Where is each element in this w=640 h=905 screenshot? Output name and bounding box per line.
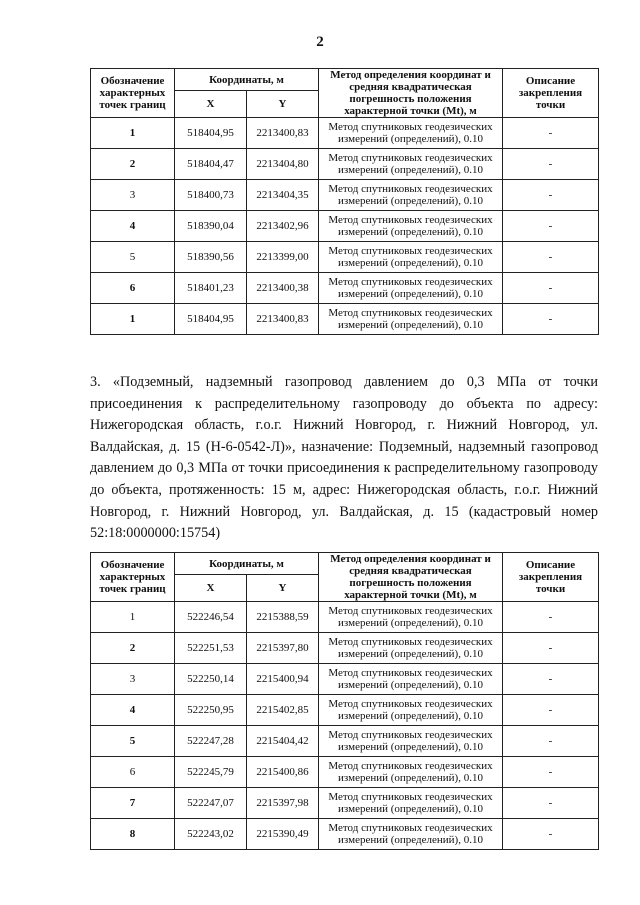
x-coordinate-cell: 518390,04 bbox=[175, 211, 247, 242]
point-number-cell: 5 bbox=[91, 726, 175, 757]
object-description-paragraph: 3. «Подземный, надземный газопровод давлением до 0,3 МПа от точки присоединения к распределительному газопроводу до объекта по адресу: Нижегородская область, г.о.г. Нижний Новгород, г. Нижний Новгород, ул. Валдайская, д. 15 (Н-6-0542-Л)», назначение: Подземный, надземный газопровод давлением до 0,3 МПа от точки присоединения к распределительному газопроводу до объекта, протяженность: 15 м, адрес: Нижегородская область, г.о.г. Нижний Новгород, г. Нижний Новгород, ул. Валдайская, д. 15 (кадастровый номер 52:18:0000000:15754) bbox=[90, 374, 598, 542]
table-row bbox=[91, 819, 599, 850]
fixing-description-cell: - bbox=[503, 664, 599, 695]
method-cell: Метод спутниковых геодезических измерений (определений), 0.10 bbox=[319, 273, 503, 304]
header-description: Описание закрепления точки bbox=[503, 553, 599, 602]
method-cell: Метод спутниковых геодезических измерений (определений), 0.10 bbox=[319, 118, 503, 149]
y-coordinate-cell: 2213404,35 bbox=[247, 180, 319, 211]
point-number-cell: 3 bbox=[91, 180, 175, 211]
method-cell: Метод спутниковых геодезических измерений (определений), 0.10 bbox=[319, 664, 503, 695]
fixing-description-cell: - bbox=[503, 788, 599, 819]
table-row bbox=[91, 149, 599, 180]
header-coordinates: Координаты, м bbox=[175, 553, 319, 575]
y-coordinate-cell: 2215388,59 bbox=[247, 602, 319, 633]
fixing-description-cell: - bbox=[503, 242, 599, 273]
point-number-cell: 3 bbox=[91, 664, 175, 695]
fixing-description-cell: - bbox=[503, 180, 599, 211]
table-row bbox=[91, 695, 599, 726]
fixing-description-cell: - bbox=[503, 633, 599, 664]
method-cell: Метод спутниковых геодезических измерений (определений), 0.10 bbox=[319, 180, 503, 211]
method-cell: Метод спутниковых геодезических измерений (определений), 0.10 bbox=[319, 695, 503, 726]
table-row bbox=[91, 788, 599, 819]
y-coordinate-cell: 2213399,00 bbox=[247, 242, 319, 273]
y-coordinate-cell: 2213400,83 bbox=[247, 304, 319, 335]
point-number-cell: 1 bbox=[91, 304, 175, 335]
coordinates-table-1 bbox=[90, 68, 599, 335]
header-designation: Обозначение характерных точек границ bbox=[91, 553, 175, 602]
x-coordinate-cell: 522250,14 bbox=[175, 664, 247, 695]
point-number-cell: 5 bbox=[91, 242, 175, 273]
y-coordinate-cell: 2215390,49 bbox=[247, 819, 319, 850]
fixing-description-cell: - bbox=[503, 304, 599, 335]
header-designation: Обозначение характерных точек границ bbox=[91, 69, 175, 118]
header-y: Y bbox=[247, 91, 319, 118]
point-number-cell: 1 bbox=[91, 118, 175, 149]
x-coordinate-cell: 522246,54 bbox=[175, 602, 247, 633]
x-coordinate-cell: 518404,95 bbox=[175, 304, 247, 335]
y-coordinate-cell: 2215397,80 bbox=[247, 633, 319, 664]
method-cell: Метод спутниковых геодезических измерений (определений), 0.10 bbox=[319, 819, 503, 850]
header-x: X bbox=[175, 575, 247, 602]
fixing-description-cell: - bbox=[503, 211, 599, 242]
x-coordinate-cell: 522251,53 bbox=[175, 633, 247, 664]
x-coordinate-cell: 518404,95 bbox=[175, 118, 247, 149]
coordinates-table-2 bbox=[90, 552, 599, 850]
table-row bbox=[91, 242, 599, 273]
table-row bbox=[91, 180, 599, 211]
x-coordinate-cell: 518390,56 bbox=[175, 242, 247, 273]
header-y: Y bbox=[247, 575, 319, 602]
point-number-cell: 6 bbox=[91, 757, 175, 788]
method-cell: Метод спутниковых геодезических измерений (определений), 0.10 bbox=[319, 602, 503, 633]
point-number-cell: 4 bbox=[91, 211, 175, 242]
method-cell: Метод спутниковых геодезических измерений (определений), 0.10 bbox=[319, 788, 503, 819]
point-number-cell: 6 bbox=[91, 273, 175, 304]
x-coordinate-cell: 522245,79 bbox=[175, 757, 247, 788]
method-cell: Метод спутниковых геодезических измерений (определений), 0.10 bbox=[319, 242, 503, 273]
point-number-cell: 8 bbox=[91, 819, 175, 850]
header-method: Метод определения координат и средняя квадратическая погрешность положения характерной точки (Mt), м bbox=[319, 553, 503, 602]
fixing-description-cell: - bbox=[503, 273, 599, 304]
x-coordinate-cell: 518404,47 bbox=[175, 149, 247, 180]
x-coordinate-cell: 518401,23 bbox=[175, 273, 247, 304]
y-coordinate-cell: 2215404,42 bbox=[247, 726, 319, 757]
header-x: X bbox=[175, 91, 247, 118]
table-row bbox=[91, 633, 599, 664]
table-row bbox=[91, 304, 599, 335]
header-method: Метод определения координат и средняя квадратическая погрешность положения характерной точки (Mt), м bbox=[319, 69, 503, 118]
point-number-cell: 2 bbox=[91, 149, 175, 180]
fixing-description-cell: - bbox=[503, 118, 599, 149]
fixing-description-cell: - bbox=[503, 149, 599, 180]
header-coordinates: Координаты, м bbox=[175, 69, 319, 91]
header-description: Описание закрепления точки bbox=[503, 69, 599, 118]
method-cell: Метод спутниковых геодезических измерений (определений), 0.10 bbox=[319, 304, 503, 335]
y-coordinate-cell: 2213400,38 bbox=[247, 273, 319, 304]
point-number-cell: 7 bbox=[91, 788, 175, 819]
point-number-cell: 2 bbox=[91, 633, 175, 664]
x-coordinate-cell: 522243,02 bbox=[175, 819, 247, 850]
fixing-description-cell: - bbox=[503, 695, 599, 726]
y-coordinate-cell: 2215402,85 bbox=[247, 695, 319, 726]
table-row bbox=[91, 273, 599, 304]
table-row bbox=[91, 757, 599, 788]
y-coordinate-cell: 2213404,80 bbox=[247, 149, 319, 180]
point-number-cell: 4 bbox=[91, 695, 175, 726]
method-cell: Метод спутниковых геодезических измерений (определений), 0.10 bbox=[319, 633, 503, 664]
method-cell: Метод спутниковых геодезических измерений (определений), 0.10 bbox=[319, 757, 503, 788]
y-coordinate-cell: 2215400,86 bbox=[247, 757, 319, 788]
table-row bbox=[91, 726, 599, 757]
y-coordinate-cell: 2213402,96 bbox=[247, 211, 319, 242]
x-coordinate-cell: 522247,28 bbox=[175, 726, 247, 757]
y-coordinate-cell: 2213400,83 bbox=[247, 118, 319, 149]
method-cell: Метод спутниковых геодезических измерений (определений), 0.10 bbox=[319, 726, 503, 757]
table-row bbox=[91, 211, 599, 242]
y-coordinate-cell: 2215397,98 bbox=[247, 788, 319, 819]
fixing-description-cell: - bbox=[503, 602, 599, 633]
y-coordinate-cell: 2215400,94 bbox=[247, 664, 319, 695]
method-cell: Метод спутниковых геодезических измерений (определений), 0.10 bbox=[319, 149, 503, 180]
fixing-description-cell: - bbox=[503, 819, 599, 850]
x-coordinate-cell: 522247,07 bbox=[175, 788, 247, 819]
table-row bbox=[91, 118, 599, 149]
fixing-description-cell: - bbox=[503, 757, 599, 788]
page-number: 2 bbox=[316, 34, 324, 50]
table-row bbox=[91, 664, 599, 695]
table-row bbox=[91, 602, 599, 633]
x-coordinate-cell: 518400,73 bbox=[175, 180, 247, 211]
x-coordinate-cell: 522250,95 bbox=[175, 695, 247, 726]
method-cell: Метод спутниковых геодезических измерений (определений), 0.10 bbox=[319, 211, 503, 242]
point-number-cell: 1 bbox=[91, 602, 175, 633]
fixing-description-cell: - bbox=[503, 726, 599, 757]
